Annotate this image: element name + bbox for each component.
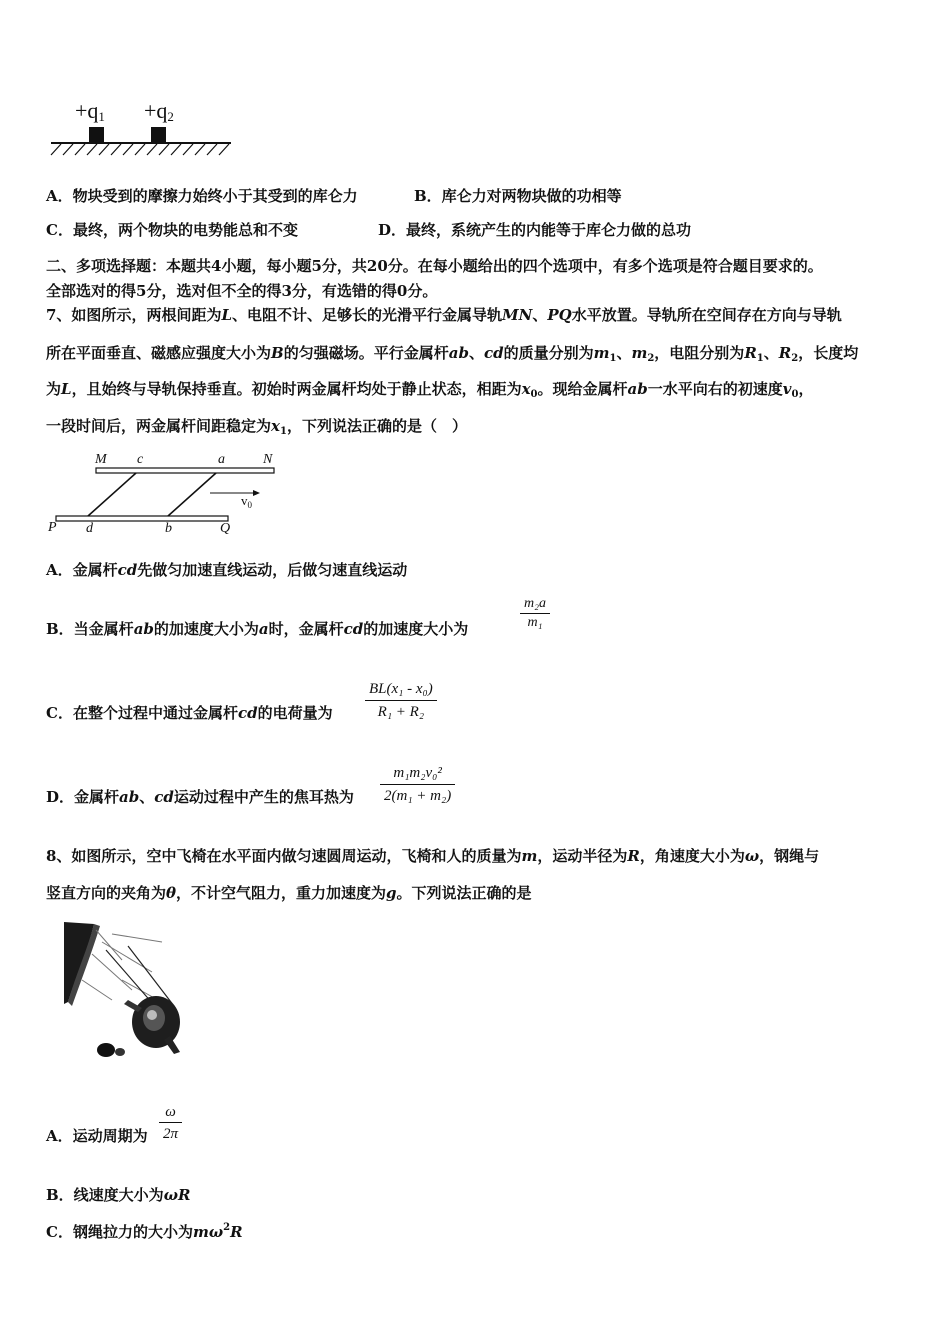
q8-option-c: C．钢绳拉力的大小为$m\omega^2R$ bbox=[46, 1222, 243, 1241]
rail-mn bbox=[96, 468, 274, 473]
q8-option-a: A．运动周期为 bbox=[46, 1127, 148, 1145]
q6-option-b: B．库仑力对两物块做的功相等 bbox=[414, 187, 622, 205]
q7-option-c-formula: BL(x₁ - x₀) R₁ + R₂ bbox=[365, 678, 437, 723]
rod-cd bbox=[88, 473, 136, 516]
label-a: a bbox=[218, 452, 225, 467]
q8-option-b: B．线速度大小为ωR bbox=[46, 1186, 191, 1204]
q7-option-b: B．当金属杆ab的加速度大小为a时，金属杆cd的加速度大小为 bbox=[46, 620, 469, 638]
label-q: Q bbox=[220, 521, 231, 536]
q7-option-a: A．金属杆cd先做匀加速直线运动，后做匀速直线运动 bbox=[46, 561, 408, 579]
block-2 bbox=[151, 127, 166, 143]
q8-option-a-formula: ω 2π bbox=[159, 1102, 182, 1145]
label-b: b bbox=[165, 521, 172, 536]
label-n: N bbox=[263, 452, 273, 467]
q7-option-d-formula: m₁m₂v₀² 2(m₁ + m₂) bbox=[380, 762, 455, 807]
charge-q1-label: $+q_1$ bbox=[75, 98, 105, 124]
label-c: c bbox=[137, 452, 144, 467]
label-v0: $v_0$ bbox=[241, 493, 252, 510]
q8-stem-line2: 竖直方向的夹角为θ，不计空气阻力，重力加速度为g。下列说法正确的是 bbox=[46, 884, 532, 902]
q7-option-c: C．在整个过程中通过金属杆cd的电荷量为 bbox=[46, 704, 333, 722]
q7-option-d: D．金属杆ab、cd运动过程中产生的焦耳热为 bbox=[46, 788, 354, 806]
charge-q2-label: $+q_2$ bbox=[144, 98, 174, 124]
q8-stem-line1: 8、如图所示，空中飞椅在水平面内做匀速圆周运动，飞椅和人的质量为m，运动半径为R，角速度大小为ω，钢绳与 bbox=[46, 847, 820, 865]
label-m: M bbox=[95, 452, 107, 467]
rod-ab bbox=[168, 473, 216, 516]
block-1 bbox=[89, 127, 104, 143]
q6-option-c: C．最终，两个物块的电势能总和不变 bbox=[46, 221, 298, 239]
section2-instructions-line2: 全部选对的得5分，选对但不全的得3分，有选错的得0分。 bbox=[46, 282, 438, 300]
label-p: P bbox=[48, 520, 57, 535]
section2-instructions-line1: 二、多项选择题：本题共4小题，每小题5分，共20分。在每小题给出的四个选项中，有多个选项是符合题目要求的。 bbox=[46, 257, 823, 275]
q7-stem-line1: 7、如图所示，两根间距为L、电阻不计、足够长的光滑平行金属导轨MN、PQ水平放置。导轨所在空间存在方向与导轨 bbox=[46, 306, 842, 324]
swing-ride-photo bbox=[62, 920, 187, 1062]
q6-option-d: D．最终，系统产生的内能等于库仑力做的总功 bbox=[378, 221, 692, 239]
q7-stem-line2: 所在平面垂直、磁感应强度大小为B的匀强磁场。平行金属杆ab、cd的质量分别为$m_1$、$m_2$，电阻分别为$R_1$、$R_2$，长度均 bbox=[46, 344, 859, 364]
rail-pq bbox=[56, 516, 228, 521]
q7-option-b-formula: m₂a m₁ bbox=[520, 595, 550, 632]
q7-stem-line4: 一段时间后，两金属杆间距稳定为$x_1$，下列说法正确的是（ ） bbox=[46, 417, 467, 437]
q6-option-a: A．物块受到的摩擦力始终小于其受到的库仑力 bbox=[46, 187, 358, 205]
label-d: d bbox=[86, 521, 93, 536]
q7-stem-line3: 为L，且始终与导轨保持垂直。初始时两金属杆均处于静止状态，相距为$x_0$。现给金属杆ab一水平向右的初速度$v_0$， bbox=[46, 380, 814, 400]
